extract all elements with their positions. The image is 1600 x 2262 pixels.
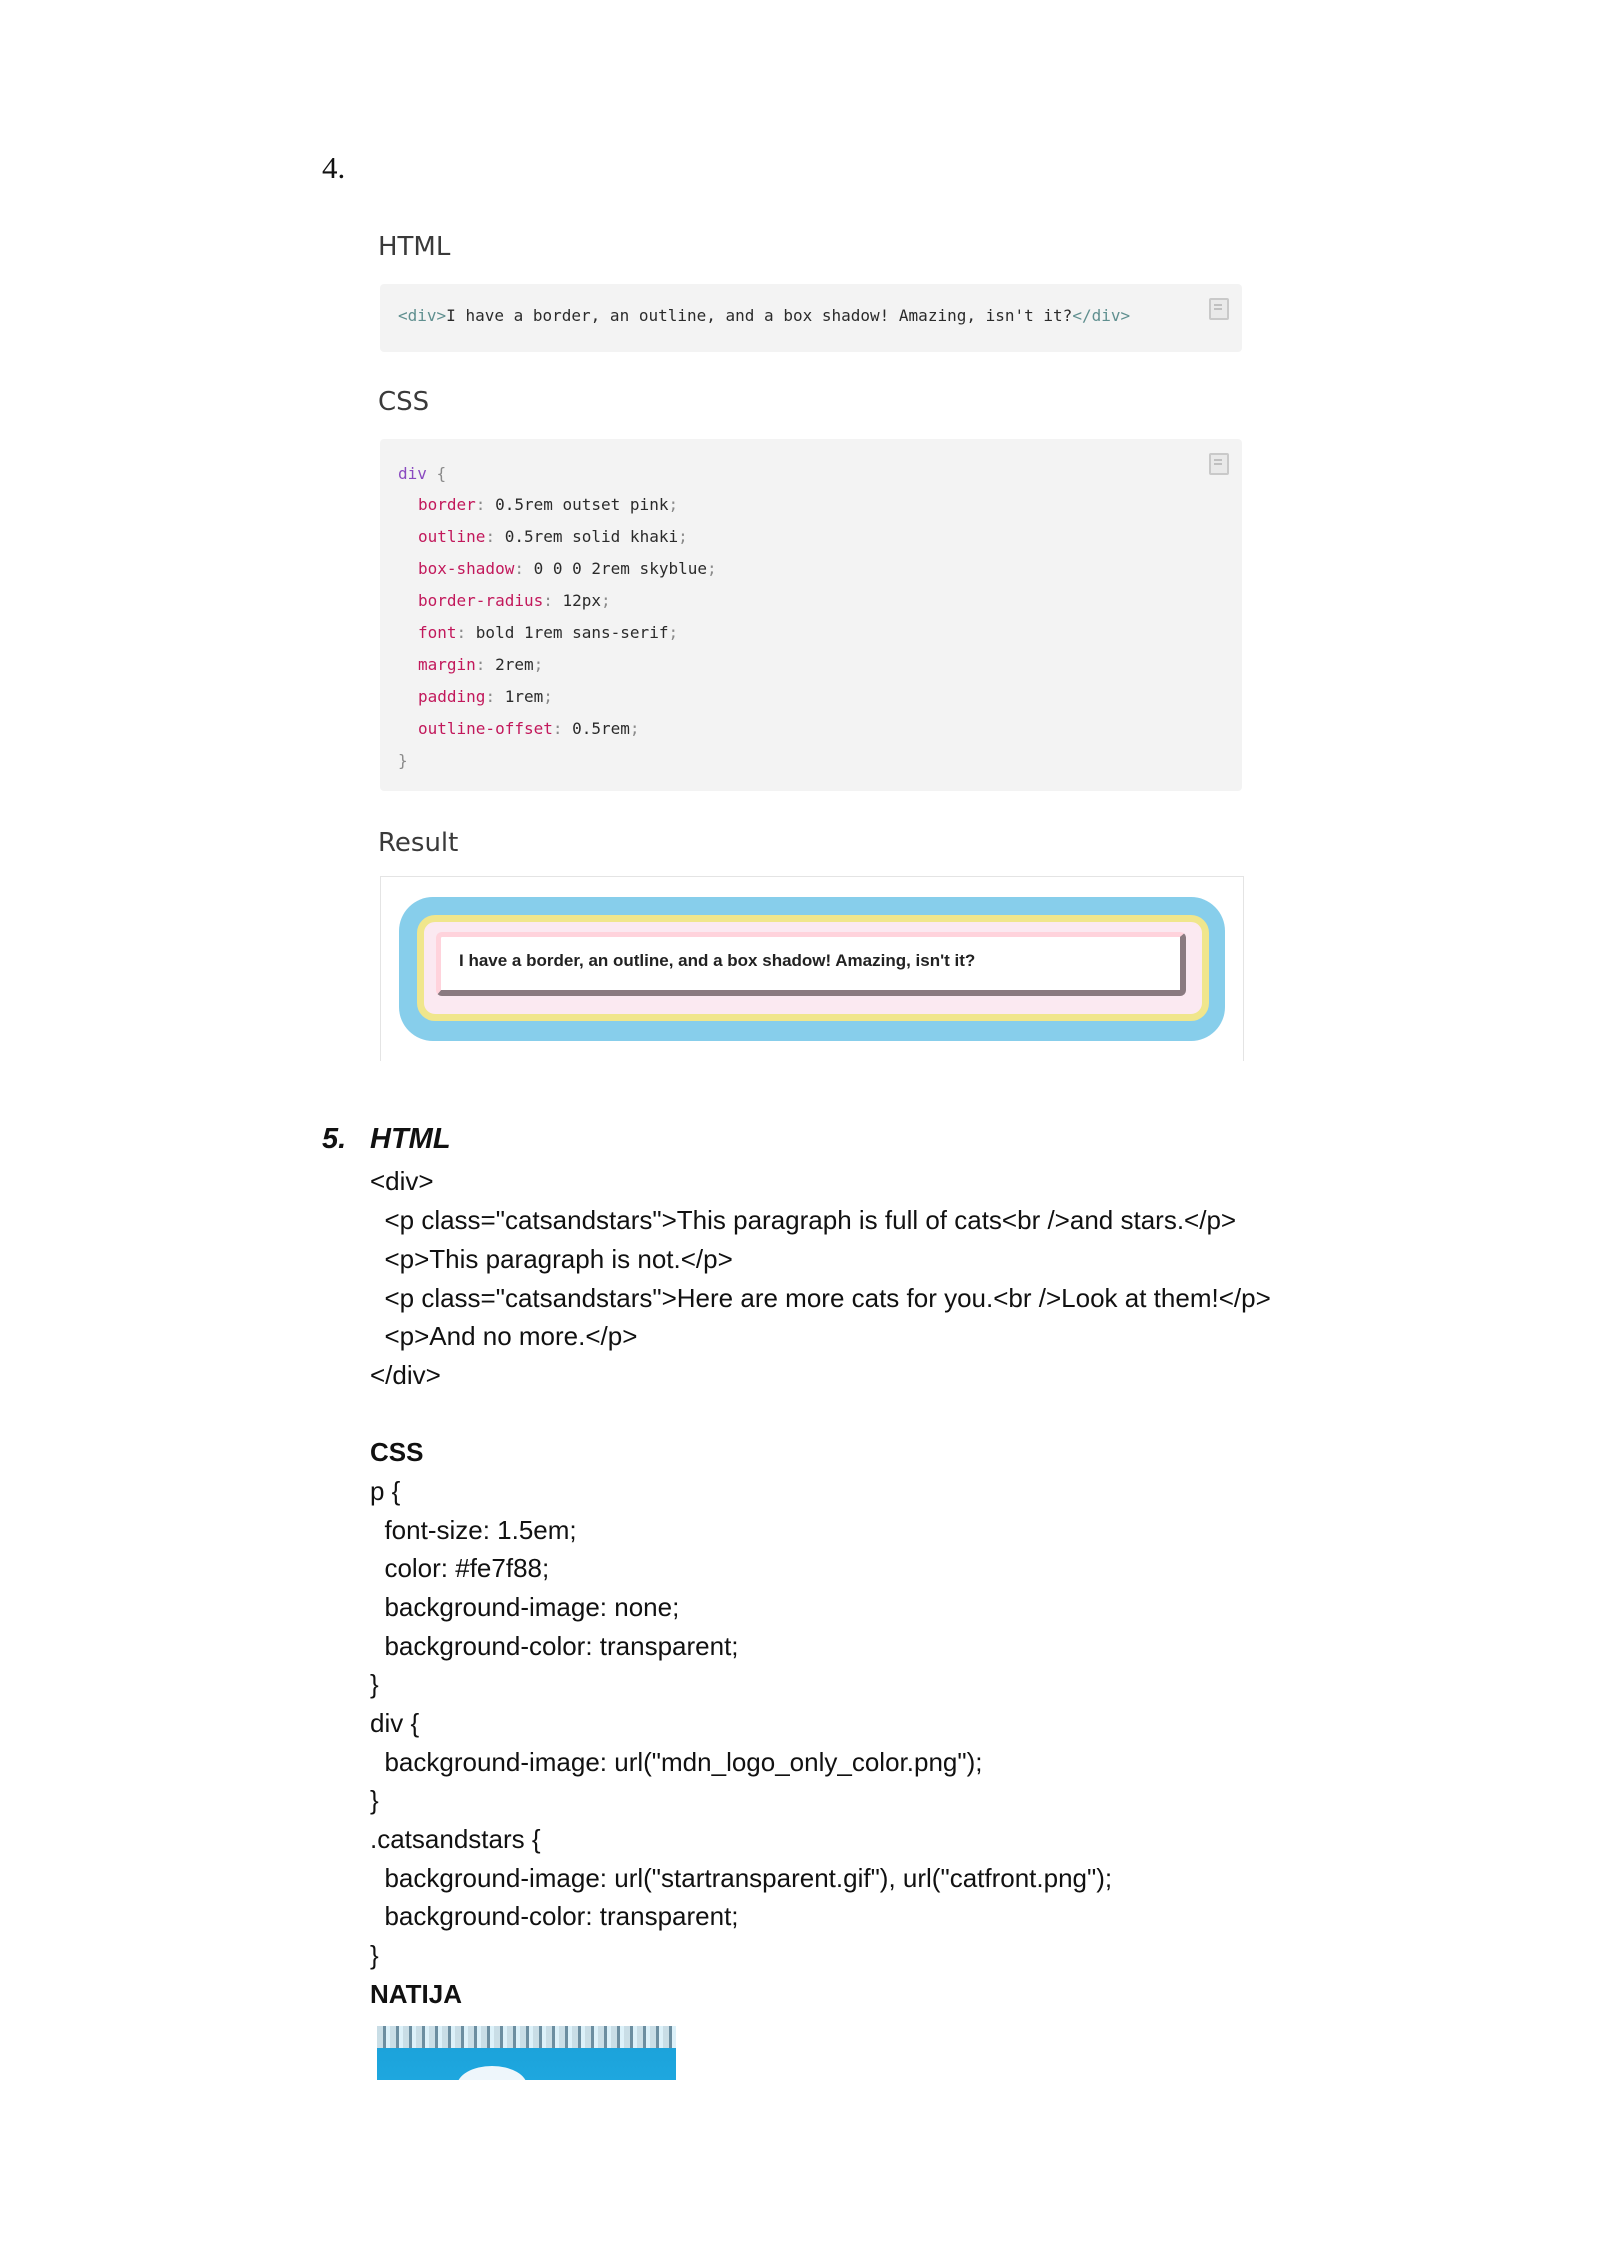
- result-frame: [380, 876, 1244, 1061]
- css-selector-line: [398, 464, 446, 483]
- css-code-line: p {: [370, 1476, 401, 1506]
- result-label: Result: [378, 828, 459, 858]
- css-open-brace: {: [436, 464, 447, 483]
- html-label: HTML: [378, 232, 451, 262]
- css-rule: border-radius: 12px;: [418, 591, 611, 610]
- open-tag: <div>: [398, 306, 447, 325]
- css-code-line: }: [370, 1669, 379, 1699]
- html-code-block: [380, 284, 1242, 352]
- css-label: CSS: [378, 387, 430, 417]
- css-rule: box-shadow: 0 0 0 2rem skyblue;: [418, 559, 717, 578]
- css-rule: font: bold 1rem sans-serif;: [418, 623, 679, 642]
- css-code-line: background-color: transparent;: [370, 1901, 739, 1931]
- css-code-block: [380, 439, 1242, 791]
- css-code-line: div {: [370, 1708, 420, 1738]
- css-prop: border-radius: [418, 591, 544, 610]
- css-prop: padding: [418, 687, 486, 706]
- result-box-shadow: [399, 897, 1225, 1041]
- html-code-line: <p>And no more.</p>: [370, 1321, 638, 1351]
- html-code-line: <p class="catsandstars">Here are more cats for you.<br />Look at them!</p>: [370, 1283, 1271, 1313]
- css-rule: margin: 2rem;: [418, 655, 544, 674]
- css-rule: outline-offset: 0.5rem;: [418, 719, 640, 738]
- css-rule: padding: 1rem;: [418, 687, 553, 706]
- html-code-line: [398, 306, 1130, 325]
- result-heading: NATIJA: [370, 1979, 462, 2009]
- css-value: 0 0 0 2rem skyblue: [533, 559, 707, 578]
- css-value: 0.5rem outset pink: [495, 495, 669, 514]
- css-value: 2rem: [495, 655, 534, 674]
- section-number-5: 5.: [322, 1123, 347, 1155]
- css-code-line: background-image: url("mdn_logo_only_color.png");: [370, 1747, 983, 1777]
- css-value: bold 1rem sans-serif: [475, 623, 669, 642]
- result-div: [436, 932, 1186, 996]
- css-rule: outline: 0.5rem solid khaki;: [418, 527, 688, 546]
- css-value: 12px: [562, 591, 602, 610]
- css-code-line: }: [370, 1785, 379, 1815]
- html-code-line: </div>: [370, 1360, 441, 1390]
- css-prop: margin: [418, 655, 476, 674]
- css-value: 0.5rem solid khaki: [504, 527, 679, 546]
- result-text: I have a border, an outline, and a box shadow! Amazing, isn't it?: [459, 951, 976, 970]
- copy-icon[interactable]: [1209, 298, 1229, 320]
- html-code-line: <p class="catsandstars">This paragraph is full of cats<br />and stars.</p>: [370, 1205, 1237, 1235]
- css-prop: font: [418, 623, 457, 642]
- css-rule: border: 0.5rem outset pink;: [418, 495, 679, 514]
- result-outline: [417, 915, 1209, 1021]
- cats-stars-strip: [377, 2026, 676, 2048]
- css-code-line: .catsandstars {: [370, 1824, 541, 1854]
- html-code-text: I have a border, an outline, and a box shadow! Amazing, isn't it?: [446, 306, 1073, 325]
- css-code-line: background-image: none;: [370, 1592, 680, 1622]
- section-number-4: 4.: [322, 150, 346, 185]
- css-code-line: }: [370, 1940, 379, 1970]
- css-prop: outline-offset: [418, 719, 553, 738]
- css-prop: outline: [418, 527, 486, 546]
- css-selector: div: [398, 464, 427, 483]
- css-prop: border: [418, 495, 476, 514]
- html-heading: HTML: [370, 1123, 451, 1155]
- css-code-line: background-image: url("startransparent.gif"), url("catfront.png");: [370, 1863, 1113, 1893]
- close-tag: </div>: [1072, 306, 1131, 325]
- copy-icon[interactable]: [1209, 453, 1229, 475]
- css-heading: CSS: [370, 1437, 424, 1467]
- css-value: 0.5rem: [572, 719, 630, 738]
- css-value: 1rem: [504, 687, 544, 706]
- css-code-line: font-size: 1.5em;: [370, 1515, 577, 1545]
- result-screenshot-image: [377, 2026, 676, 2080]
- html-code-line: <p>This paragraph is not.</p>: [370, 1244, 733, 1274]
- html-code-line: <div>: [370, 1166, 434, 1196]
- css-code-line: color: #fe7f88;: [370, 1553, 550, 1583]
- css-prop: box-shadow: [418, 559, 515, 578]
- logo-blob: [457, 2066, 527, 2080]
- css-close-brace: }: [398, 751, 408, 770]
- css-code-line: background-color: transparent;: [370, 1631, 739, 1661]
